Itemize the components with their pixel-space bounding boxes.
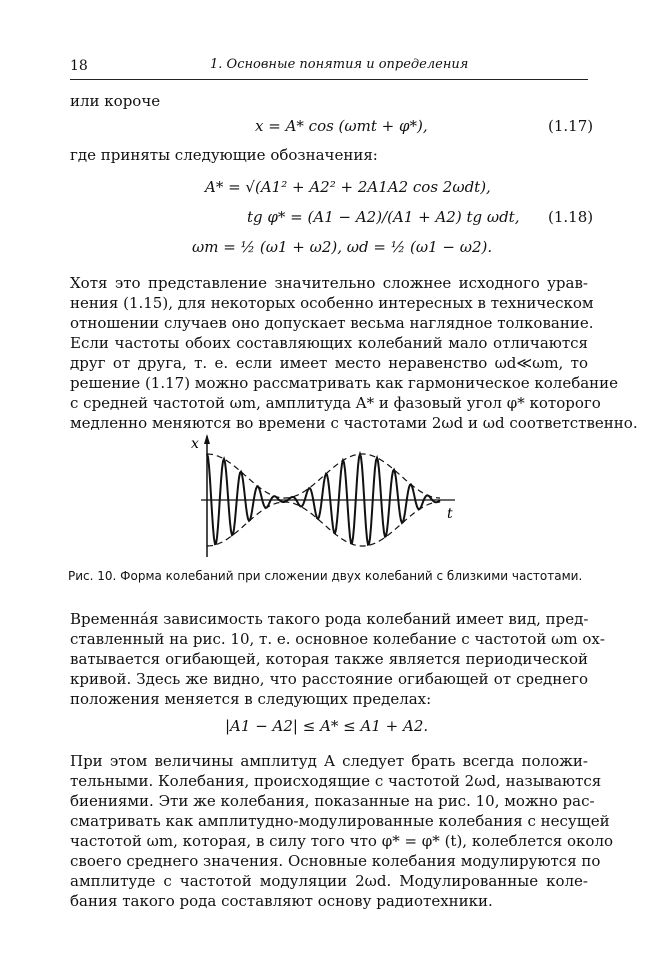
beat-waveform-figure — [185, 432, 475, 562]
equation-1-18-line2: tg φ* = (A1 − A2)/(A1 + A2) tg ωdt, — [247, 208, 520, 226]
para1-line: Хотя это представление значительно сложнее исходного урав- — [70, 274, 588, 292]
notation-intro: где приняты следующие обозначения: — [70, 146, 378, 164]
para1-line: Если частоты обоих составляющих колебаний мало отличаются — [70, 334, 588, 352]
equation-label-1-18: (1.18) — [548, 208, 594, 226]
t-axis-label: t — [447, 506, 453, 522]
para2-line: кривой. Здесь же видно, что расстояние огибающей от среднего — [70, 670, 588, 688]
para2-line: ватывается огибающей, которая также является периодической — [70, 650, 588, 668]
para2-line: ставленный на рис. 10, т. е. основное колебание с частотой ωm ох- — [70, 630, 605, 648]
equation-label-1-17: (1.17) — [548, 117, 594, 135]
intro-text: или короче — [70, 92, 161, 110]
equation-1-17: x = A* cos (ωmt + φ*), — [255, 117, 428, 135]
para1-line: медленно меняются во времени с частотами 2ωd и ωd соответственно. — [70, 414, 638, 432]
para2-line: Временнáя зависимость такого рода колебаний имеет вид, пред- — [70, 610, 589, 628]
para1-line: решение (1.17) можно рассматривать как гармоническое колебание — [70, 374, 619, 392]
equation-1-18-line3: ωm = ½ (ω1 + ω2), ωd = ½ (ω1 − ω2). — [192, 238, 493, 256]
para3-line: биениями. Эти же колебания, показанные на рис. 10, можно рас- — [70, 792, 595, 810]
page-number: 18 — [70, 58, 88, 74]
para1-line: нения (1.15), для некоторых особенно интересных в техническом — [70, 294, 594, 312]
para3-line: бания такого рода составляют основу радиотехники. — [70, 892, 493, 910]
equation-amplitude-limits: |A1 − A2| ≤ A* ≤ A1 + A2. — [225, 717, 429, 735]
para3-line: тельными. Колебания, происходящие с частотой 2ωd, называются — [70, 772, 602, 790]
para1-line: с средней частотой ωm, амплитуда A* и фазовый угол φ* которого — [70, 394, 601, 412]
header-rule — [70, 79, 588, 80]
para3-line: своего среднего значения. Основные колебания модулируются по — [70, 852, 601, 870]
para1-line: отношении случаев оно допускает весьма наглядное толкование. — [70, 314, 594, 332]
figure-caption: Рис. 10. Форма колебаний при сложении двух колебаний с близкими частотами. — [68, 569, 583, 583]
x-axis-label: x — [191, 436, 199, 452]
para3-line: сматривать как амплитудно-модулированные колебания с несущей — [70, 812, 610, 830]
para3-line: амплитуде с частотой модуляции 2ωd. Модулированные коле- — [70, 872, 588, 890]
para3-line: частотой ωm, которая, в силу того что φ* = φ* (t), колеблется около — [70, 832, 614, 850]
running-title: 1. Основные понятия и определения — [210, 57, 469, 72]
equation-1-18-line1: A* = √(A1² + A2² + 2A1A2 cos 2ωdt), — [205, 178, 491, 196]
x-axis-arrow — [204, 434, 210, 444]
para2-line: положения меняется в следующих пределах: — [70, 690, 432, 708]
para3-line: При этом величины амплитуд A следует брать всегда положи- — [70, 752, 588, 770]
para1-line: друг от друга, т. е. если имеет место неравенство ωd≪ωm, то — [70, 354, 588, 372]
